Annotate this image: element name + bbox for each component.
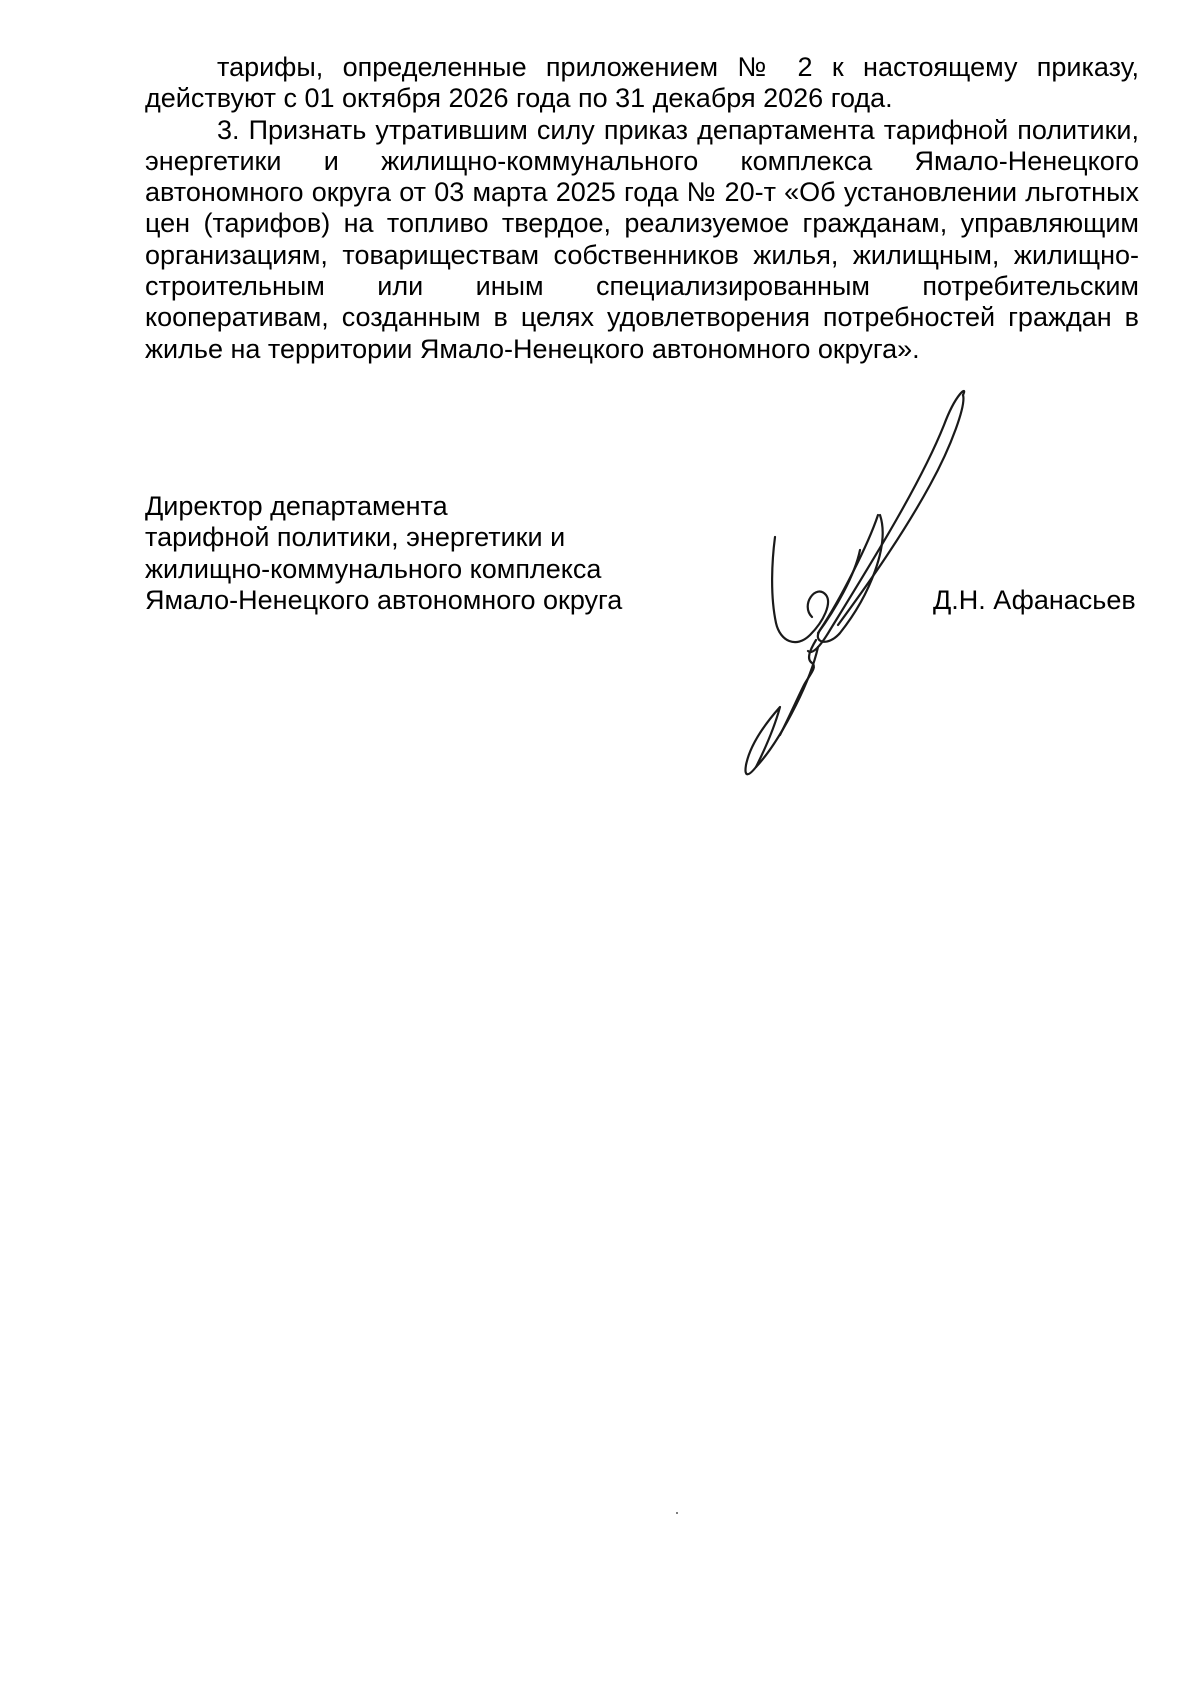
signatory-name: Д.Н. Афанасьев: [933, 585, 1136, 615]
scan-speck: [676, 1512, 678, 1514]
position-line: тарифной политики, энергетики и: [145, 522, 566, 553]
handwritten-signature: [720, 385, 980, 780]
paragraph-tariffs-validity: тарифы, определенные приложением № 2 к настоящему приказу, действуют с 01 октября 2026 года по 31 декабря 2026 года.: [145, 52, 1139, 114]
position-line: Ямало-Ненецкого автономного округа: [145, 584, 623, 615]
paragraph-repeal-order: 3. Признать утратившим силу приказ департамента тарифной политики, энергетики и жилищно-коммунального комплекса Ямало-Ненецкого автономного округа от 03 марта 2025 года № 20-т «Об установлении льготных цен (тарифов) на топливо твердое, реализуемое гражданам, управляющим организациям, товариществам собственников жилья, жилищным, жилищно-строительным или иным специализированным потребительским кооперативам, созданным в целях удовлетворения потребностей граждан в жилье на территории Ямало-Ненецкого автономного округа».: [145, 114, 1139, 364]
document-body: [145, 52, 1139, 365]
position-line: жилищно-коммунального комплекса: [145, 553, 602, 584]
position-line: Директор департамента: [145, 491, 448, 521]
signatory-position: [145, 491, 622, 616]
